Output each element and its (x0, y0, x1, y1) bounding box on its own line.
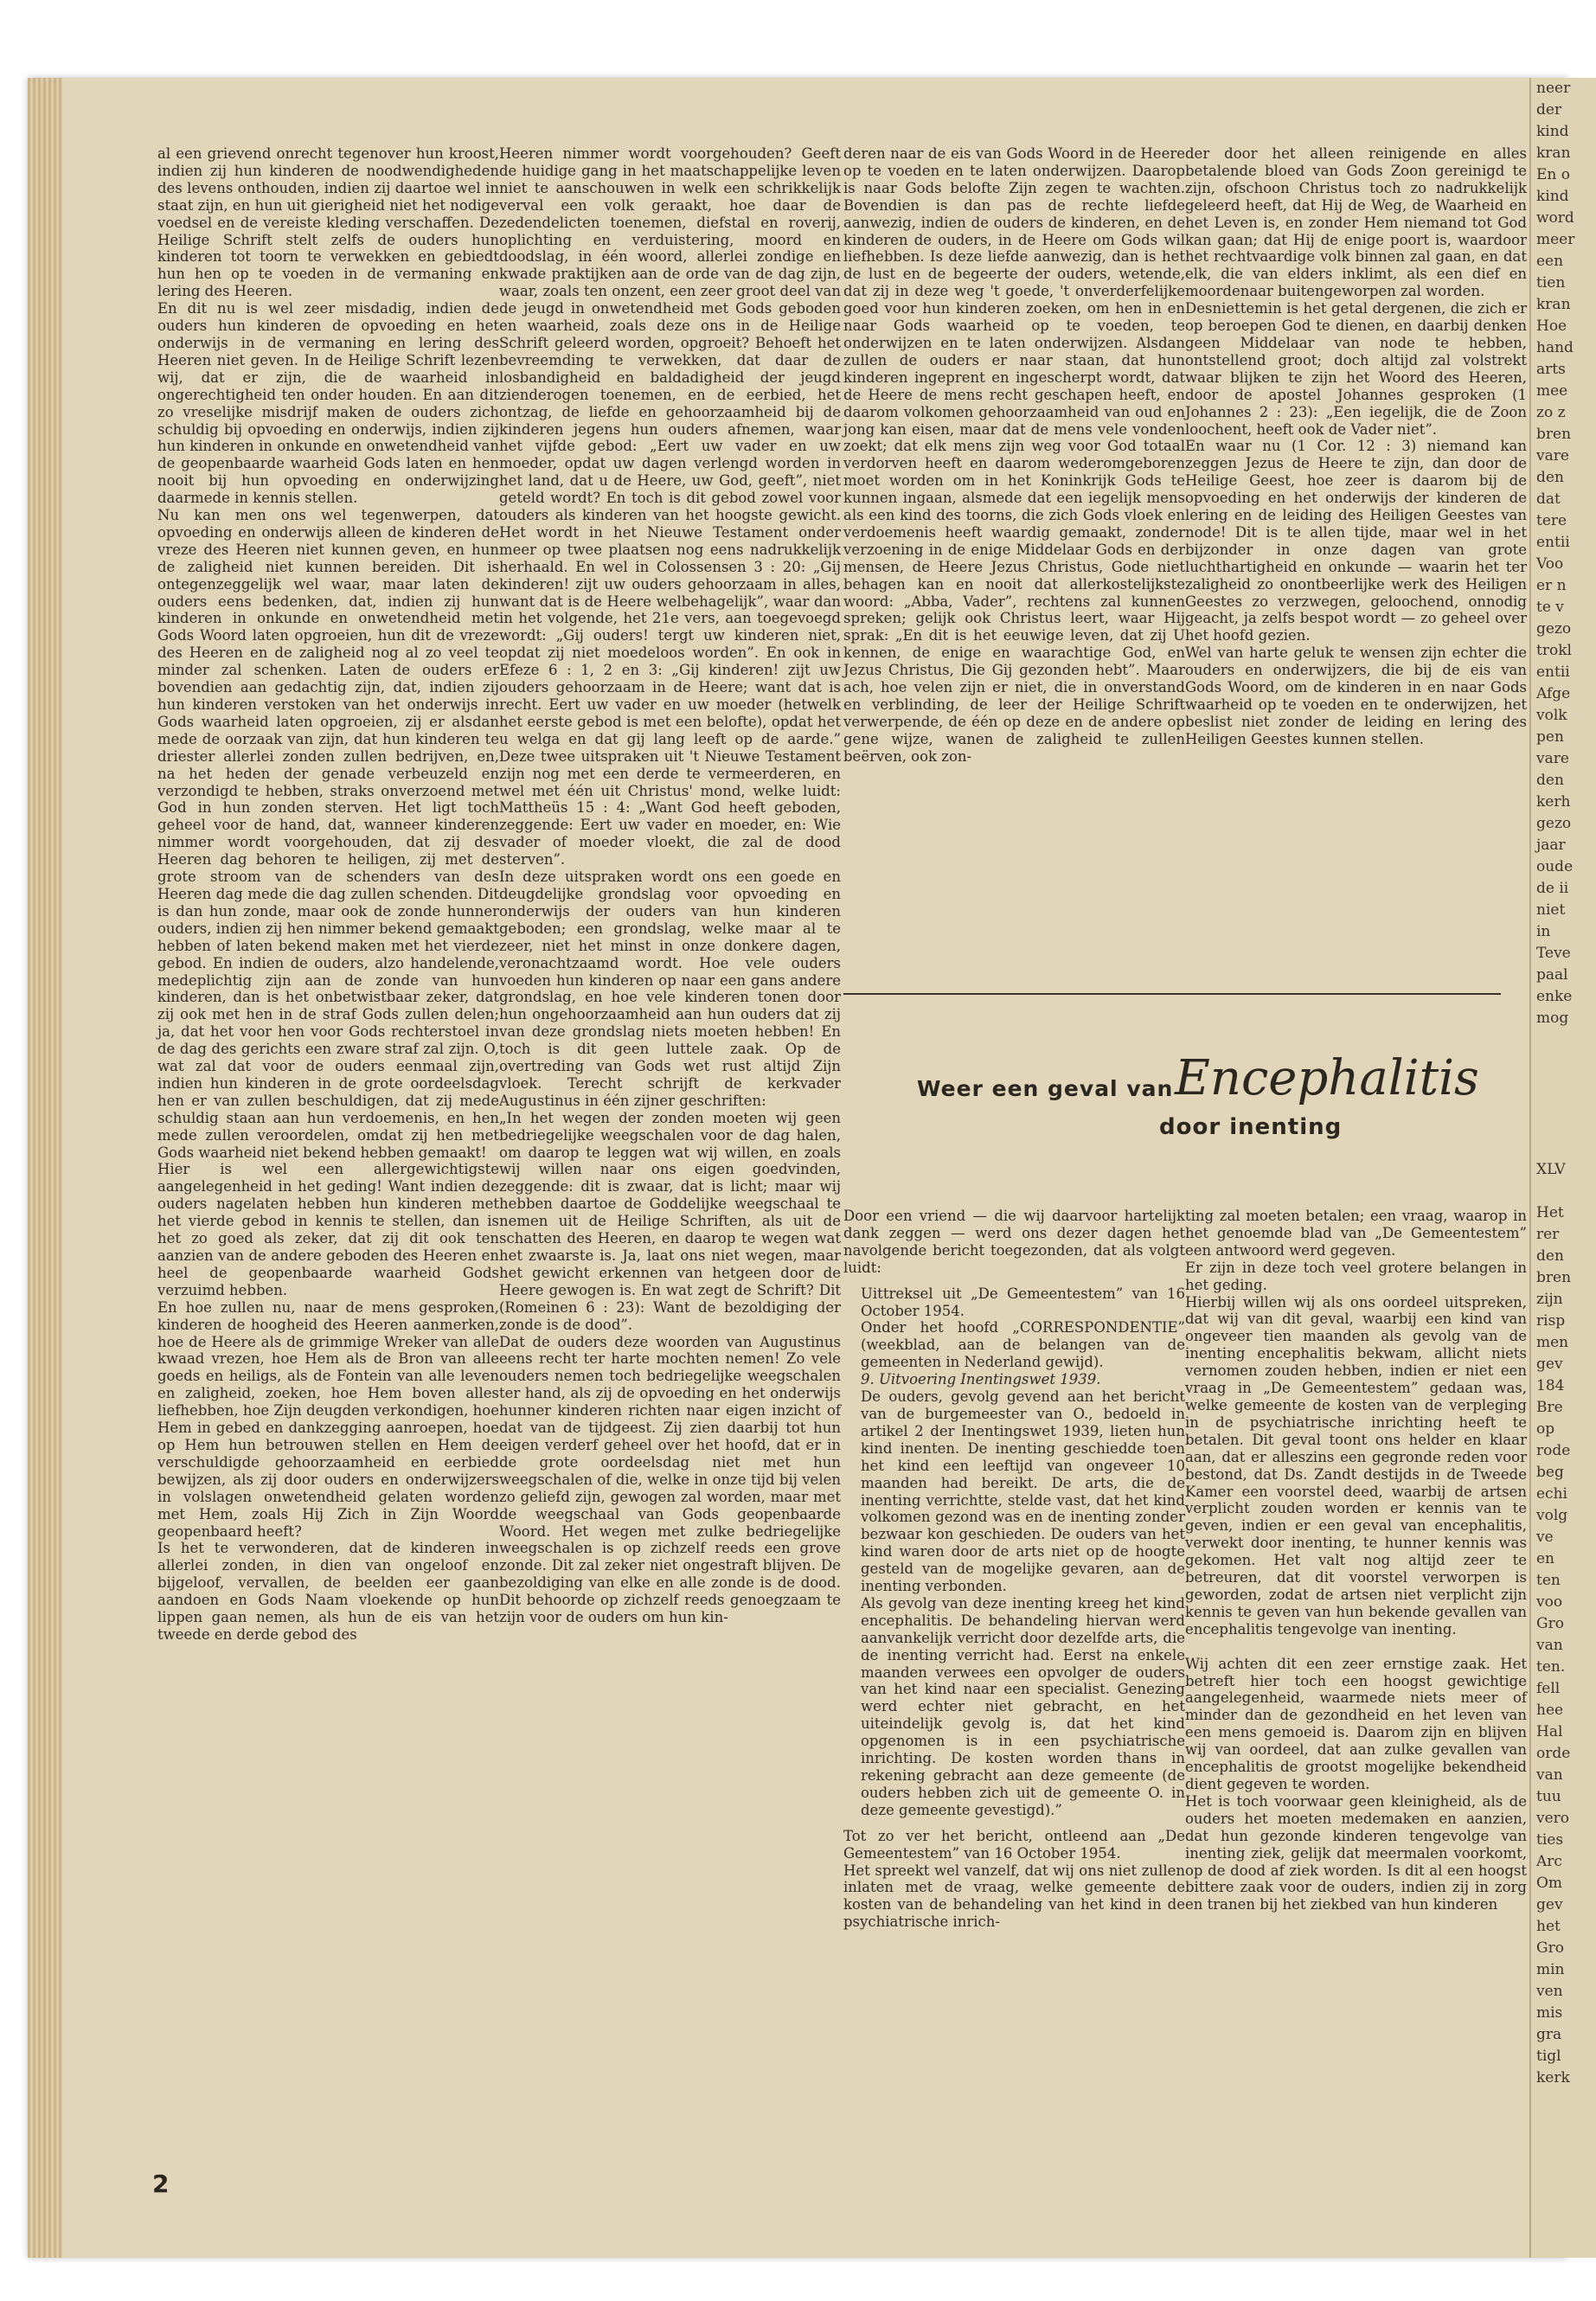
paragraph: En waar nu (1 Cor. 12 : 3) niemand kan zeggen Jezus de Heere te zijn, dan door de Heilige Geest, hoe zeer is daarom bij de opvoeding en het onderwijs der kinderen de lering en de leiding des Heiligen Geestes van node! Dit is te allen tijde, maar wel in het bijzonder in onze dagen van grote luchthartigheid en onkunde — waarin het ter zaligheid zo onontbeerlijke werk des Heiligen Geestes zo verzwegen, geloochend, onnodig geacht, ja zelfs bespot wordt — zo geheel over het hoofd gezien. (1185, 438, 1527, 644)
facing-page-text: kerh (1536, 793, 1571, 811)
facing-page-text: gra (1536, 2026, 1562, 2043)
facing-page-text: Teve (1536, 945, 1571, 962)
facing-page-text: kind (1536, 123, 1569, 140)
facing-page-text: zijn (1536, 1291, 1563, 1308)
facing-page-text: fell (1536, 1680, 1561, 1697)
column-1 (157, 145, 499, 1644)
facing-page-text: tuu (1536, 1788, 1561, 1805)
facing-page-text: hee (1536, 1702, 1564, 1719)
facing-page-text: vare (1536, 447, 1569, 465)
paragraph: Hierbij willen wij als ons oordeel uitspreken, dat wij van dit geval, waarbij een kind van ongeveer tien maanden als gevolg van de inenting encephalitis bekwam, allicht niets vernomen zouden hebben, indien er niet een vraag in „De Gemeentestem” gedaan was, welke gemeente de kosten van de verpleging in de psychiatrische inrichting heeft te betalen. Dit geval toont ons helder en klaar aan, dat er alleszins een gegronde reden voor bestond, dat Ds. Zandt destijds in de Tweede Kamer een voorstel deed, waarbij de artsen verplicht zouden worden er kennis van te geven, indien er een geval van encephalitis, verwekt door inenting, te hunner kennis was gekomen. Het valt nog altijd zeer te betreuren, dat dit voorstel verworpen is geworden, zodat de artsen niet verplicht zijn kennis te geven van hun bekende gevallen van encephalitis tengevolge van inenting. (1185, 1293, 1527, 1638)
paragraph: Wij achten dit een zeer ernstige zaak. Het betreft hier toch een hoogst gewichtige aangelegenheid, waarmede niets meer of minder dan de gezondheid en het leven van een mens gemoeid is. Daarom zijn en blijven wij van oordeel, dat aan zulke gevallen van encephalitis de grootst mogelijke bekendheid dient gegeven te worden. (1185, 1655, 1527, 1792)
column-3-article (843, 1208, 1185, 1931)
paragraph: Wel van harte geluk te wensen zijn echter die ouders en onderwijzers, die bij de eis van Gods Woord, om de kinderen in en naar Gods waarheid op te voeden en te onderwijzen, het beslist niet zonder de leiding en lering des Heiligen Geestes kunnen stellen. (1185, 644, 1527, 747)
facing-page-text: neer (1536, 80, 1571, 97)
paragraph: In deze uitspraken wordt ons een goede en deugdelijke grondslag voor opvoeding en onderwijs der ouders van hun kinderen geboden; een grondslag, welke maar al te zeer, niet het minst in onze donkere dagen, veronachtzaamd wordt. Hoe vele ouders voeden hun kinderen op naar een gans andere grondslag, en hoe vele kinderen tonen door hun ongehoorzaamheid aan hun ouders dat zij van deze grondslag niets moeten hebben! En toch is dit geen luttele zaak. Op de overtreding van Gods wet rust altijd Zijn vloek. Terecht schrijft de kerkvader Augustinus in één zijner geschriften: (499, 868, 841, 1109)
facing-page-text: Bre (1536, 1399, 1563, 1416)
facing-page-text: kran (1536, 144, 1571, 162)
facing-page-text (1531, 1094, 1596, 1116)
facing-page-text: volg (1536, 1507, 1568, 1524)
facing-page-text: gezo (1536, 620, 1572, 638)
headline-subtitle: door inenting (1159, 1114, 1343, 1140)
facing-page-text: meer (1536, 231, 1575, 248)
facing-page-fragment (1529, 78, 1596, 2258)
paragraph: Er zijn in deze toch veel grotere belangen in het geding. (1185, 1259, 1527, 1293)
facing-page-text: een (1536, 253, 1564, 270)
page-number: 2 (152, 2170, 170, 2198)
facing-page-text: mee (1536, 382, 1568, 400)
paragraph: Dat de ouders deze woorden van Augustinus eens recht ter harte mochten nemen! Zo vele ouders nemen toch bedriegelijke weegschalen ter hand, als zij de opvoeding en het onderwijs hunner kinderen richten naar eigen inzicht of dat van de tijdgeest. Zij zien daarbij tot hun eigen verderf geheel over het hoofd, dat er in de grote oordeelsdag niet met hun weegschalen of die, welke in onze tijd bij velen zo geliefd zijn, gewogen zal worden, maar met de weegschaal van Gods geopenbaarde Woord. Het wegen met zulke bedriegelijke weegschalen is op zichzelf reeds een grove zonde. Dit zal zeker niet ongestraft blijven. De bezoldiging van elke en alle zonde is de dood. Dit behoorde op zichzelf reeds genoegzaam te zijn voor de ouders om hun kin- (499, 1333, 841, 1626)
facing-page-text: beg (1536, 1464, 1564, 1481)
paragraph: Het is toch voorwaar geen kleinigheid, als de ouders het moeten medemaken en aanzien, dat hun gezonde kinderen tengevolge van inenting ziek, gelijk dat meermalen voorkomt, op de dood af ziek worden. Is dit al een hoogst bittere zaak voor de ouders, indien zij in zorg en tranen bij het ziekbed van hun kinderen (1185, 1792, 1527, 1913)
source-paragraph: Als gevolg van deze inenting kreeg het kind encephalitis. De behandeling hiervan werd aanvankelijk verricht door dezelfde arts, die de inenting verricht had. Eerst na enkele maanden verwees een opvolger de ouders van het kind naar een specialist. Genezing werd echter niet gebracht, en het uiteindelijk gevolg is, dat het kind opgenomen is in een psychiatrische inrichting. De kosten worden thans in rekening gebracht aan deze gemeente (de ouders hebben zich uit de gemeente O. in deze gemeente gevestigd).” (861, 1594, 1185, 1818)
facing-page-text: in (1536, 923, 1551, 940)
facing-page-text: mog (1536, 1009, 1569, 1027)
facing-page-text: Het (1536, 1204, 1564, 1221)
column-3 (843, 145, 1185, 766)
paragraph: al een grievend onrecht tegenover hun kroost, indien zij hun kinderen de noodwendigheden des levens onthouden, indien zij daartoe wel in staat zijn, en hun uit gierigheid niet het nodige voedsel en de vereiste kleding verschaffen. De Heilige Schrift stelt zelfs de ouders hun kinderen tot toorn te verwekken en gebiedt hun hen op te voeden in de vermaning en lering des Heeren. (157, 145, 499, 300)
paragraph: „In het wegen der zonden moeten wij geen bedriegelijke weegschalen voor de dag halen, om daarop te leggen wat wij willen, en zoals wij willen naar ons eigen goedvinden, zeggende: dit is zwaar, dat is licht; maar wij hebben daartoe de Goddelijke weegschaal te nemen uit de Heilige Schriften, als uit de schatten des Heeren, en daarop te wegen wat het zwaarste is. Ja, laat ons niet wegen, maar het gewicht erkennen van hetgeen door de Heere gewogen is. En wat zegt de Schrift? Dit (Romeinen 6 : 23): Want de bezoldiging der zonde is de dood”. (499, 1109, 841, 1333)
facing-page-text: het (1536, 1918, 1561, 1935)
facing-page-text: echi (1536, 1485, 1567, 1503)
column-2 (499, 145, 841, 1626)
facing-page-text: ten (1536, 1572, 1561, 1589)
facing-page-text: den (1536, 469, 1564, 486)
column-4-article (1185, 1208, 1527, 1913)
facing-page-text: volk (1536, 707, 1567, 724)
facing-page-text: arts (1536, 361, 1566, 378)
facing-page-text: Om (1536, 1875, 1563, 1892)
facing-page-text: gev (1536, 1356, 1563, 1373)
facing-page-text: tien (1536, 274, 1566, 292)
facing-page-text: van (1536, 1766, 1563, 1784)
facing-page-text: entii (1536, 534, 1570, 551)
source-line: 9. Uitvoering Inentingswet 1939. (861, 1371, 1101, 1388)
paragraph: En dit nu is wel zeer misdadig, indien de ouders hun kinderen de opvoeding en het onderwijs in de vermaning en lering des Heeren niet geven. In de Heilige Schrift lezen wij, dat er zijn, die de waarheid in ongerechtigheid ten onder houden. En aan dit zo vreselijke misdrijf maken de ouders zich schuldig bij opvoeding en onderwijs, indien zij hun kinderen in onkunde en onwetendheid van de geopenbaarde waarheid Gods laten en hen nooit bij hun opvoeding en onderwijzing daarmede in kennis stellen. (157, 300, 499, 507)
facing-page-text: Gro (1536, 1939, 1564, 1957)
headline-title: Encephalitis (1175, 1050, 1479, 1106)
paragraph: Hier is wel een allergewichtigste aangelegenheid in het geding! Want indien de ouders nagelaten hebben hun kinderen met het vierde gebod in kennis te stellen, dan is het zo goed als zeker, dat zij dit ook ten aanzien van de andere geboden des Heeren en heel de geopenbaarde waarheid Gods verzuimd hebben. (157, 1161, 499, 1298)
facing-page-text: tigl (1536, 2048, 1561, 2065)
facing-page-text: paal (1536, 966, 1568, 984)
facing-page-text: tere (1536, 512, 1567, 529)
facing-page-text: vare (1536, 750, 1569, 767)
facing-page-text: Gro (1536, 1615, 1564, 1632)
paragraph: Tot zo ver het bericht, ontleend aan „De Gemeentestem” van 16 October 1954. (843, 1827, 1185, 1862)
facing-page-text: te v (1536, 599, 1564, 616)
facing-page-text: dat (1536, 490, 1561, 508)
article-headline (900, 1047, 1505, 1142)
facing-page-text: Arc (1536, 1853, 1562, 1870)
column-4 (1185, 145, 1527, 748)
facing-page-text: gev (1536, 1896, 1563, 1913)
source-line: Uittreksel uit „De Gemeentestem” van 16 October 1954. (861, 1285, 1185, 1319)
facing-page-text (1531, 1116, 1596, 1138)
facing-page-text: ties (1536, 1831, 1564, 1849)
paragraph: ting zal moeten betalen; een vraag, waarop in het genoemde blad van „De Gemeentestem” een antwoord werd gegeven. (1185, 1208, 1527, 1259)
facing-page-text (1531, 1073, 1596, 1094)
facing-page-text: bren (1536, 426, 1572, 443)
facing-page-text: ve (1536, 1529, 1554, 1546)
facing-page-text: voo (1536, 1593, 1563, 1611)
intro-paragraph: Door een vriend — die wij daarvoor hartelijk dank zeggen — werd ons dezer dagen het navolgende bericht toegezonden, dat als volgt luidt: (843, 1208, 1185, 1276)
facing-page-text: 184 (1536, 1377, 1565, 1394)
facing-page-text (1531, 1029, 1596, 1051)
facing-page-text (1531, 1051, 1596, 1073)
facing-page-text: oude (1536, 858, 1574, 875)
facing-page-text: kran (1536, 296, 1571, 313)
facing-page-text: der (1536, 101, 1562, 119)
facing-page-text: gezo (1536, 815, 1572, 832)
paragraph: Desniettemin is het getal dergenen, die zich er op beroepen God te dienen, en daarbij denken geen Middelaar van node te hebben, ontstellend groot; doch altijd zal volstrekt waar blijken te zijn het Woord des Heeren, door de apostel Johannes gesproken (1 Johannes 2 : 23): „Een iegelijk, die de Zoon loochent, heeft ook de Vader niet”. (1185, 300, 1527, 438)
facing-page-text: Afge (1536, 685, 1571, 702)
facing-page-text: en (1536, 1550, 1555, 1567)
facing-page-text: zo z (1536, 404, 1566, 421)
paragraph: der door het alleen reinigende en alles betalende bloed van Gods Zoon gereinigd te zijn, ofschoon Christus toch zo nadrukkelijk geleerd heeft, dat Hij de Weg, de Waarheid en het Leven is, en zonder Hem niemand tot God kan gaan; dat Hij de enige poort is, waardoor het rechtvaardige volk binnen zal gaan, en dat elk, die van elders inklimt, als een dief en moordenaar buitengeworpen zal worden. (1185, 145, 1527, 300)
facing-page-text: niet (1536, 901, 1566, 919)
facing-page-text (1531, 1138, 1596, 1159)
facing-page-text: risp (1536, 1312, 1566, 1330)
facing-page-text: Voo (1536, 555, 1564, 573)
page-edge (28, 78, 62, 2258)
facing-page-text: rer (1536, 1226, 1560, 1243)
facing-page-text: rode (1536, 1442, 1571, 1459)
facing-page-text: entii (1536, 663, 1570, 681)
facing-page-text: bren (1536, 1269, 1572, 1286)
facing-page-text: den (1536, 772, 1564, 789)
facing-page-text: enke (1536, 988, 1573, 1005)
paragraph: En hoe zullen nu, naar de mens gesproken, kinderen de hoogheid des Heeren aanmerken, hoe de Heere als de grimmige Wreker van alle kwaad vrezen, hoe Hem als de Bron van alle goeds en heiligs, als de Fontein van alle leven en zaligheid, zoeken, hoe Hem boven alles liefhebben, hoe Zijn deugden verkondigen, hoe Hem in gebed en dankzegging aanroepen, hoe op Hem hun betrouwen stellen en Hem de verschuldigde gehoorzaamheid en eerbied bewijzen, als zij door ouders en onderwijzers in volslagen onwetendheid gelaten worden met Hem, zoals Hij Zich in Zijn Woord geopenbaard heeft? (157, 1298, 499, 1540)
paragraph: Heeren nimmer wordt voorgehouden? Geeft de huidige gang in het maatschappelijke leven niet te aanschouwen in welk een schrikkelijk verval een volk geraakt, hoe daar de zedendelicten toenemen, diefstal en roverij, oplichting en verduistering, moord en doodslag, in één woord, allerlei zondige en kwade praktijken aan de orde van de dag zijn, waar, zoals ten onzent, een zeer groot deel van de jeugd in onwetendheid met Gods geboden en waarheid, zoals deze ons in de Heilige Schrift geleerd worden, opgroeit? Behoeft het bevreemding te verwekken, dat daar de losbandigheid en baldadigheid der jeugd zienderogen toenemen, en de eerbied, het ontzag, de liefde en gehoorzaamheid bij de kinderen jegens hun ouders afnemen, waar het vijfde gebod: „Eert uw vader en uw moeder, opdat uw dagen verlengd worden in het land, dat u de Heere, uw God, geeft”, niet geteld wordt? En toch is dit gebod zowel voor ouders als kinderen van het hoogste gewicht. Het wordt in het Nieuwe Testament onder meer op twee plaatsen nog eens nadrukkelijk herhaald. En wel in Colossensen 3 : 20: „Gij kinderen! zijt uw ouders gehoorzaam in alles, want dat is de Heere welbehagelijk”, waar dan in het volgende, het 21e vers, aan toegevoegd wordt: „Gij ouders! tergt uw kinderen niet, opdat zij niet moedeloos worden”. En ook in Efeze 6 : 1, 2 en 3: „Gij kinderen! zijt uw ouders gehoorzaam in de Heere; want dat is recht. Eert uw vader en uw moeder (hetwelk het eerste gebod is met een belofte), opdat het u welga en dat gij lang leeft op de aarde.” Deze twee uitspraken uit 't Nieuwe Testament zijn nog met een derde te vermeerderen, en wel met één uit Christus' mond, welke luidt: Mattheüs 15 : 4: „Want God heeft geboden, zeggende: Eert uw vader en moeder, en: Wie vader of moeder vloekt, die zal de dood sterven”. (499, 145, 841, 868)
facing-page-text: kind (1536, 188, 1569, 205)
source-paragraph: De ouders, gevolg gevend aan het bericht van de burgemeester van O., bedoeld in artikel 2 der Inentingswet 1939, lieten hun kind inenten. De inenting geschiedde toen het kind een leeftijd van ongeveer 10 maanden had bereikt. De arts, die de inenting verrichtte, stelde vast, dat het kind volkomen gezond was en de inenting zonder bezwaar kon geschieden. De ouders van het kind waren door de arts niet op de hoogte gesteld van de mogelijke gevaren, aan de inenting verbonden. (861, 1388, 1185, 1595)
section-divider (843, 993, 1501, 995)
facing-page-text: pen (1536, 728, 1564, 746)
source-line: Onder het hoofd „CORRESPONDENTIE” (weekblad, aan de belangen van de gemeenten in Nederland gewijd). (861, 1319, 1185, 1371)
facing-page-text: ven (1536, 1983, 1563, 2000)
facing-page-text: vero (1536, 1810, 1570, 1827)
paragraph: deren naar de eis van Gods Woord in de Heere op te voeden en te laten onderwijzen. Daarop is naar Gods belofte Zijn zegen te wachten. Bovendien is dan pas de rechte liefde aanwezig, indien de ouders de kinderen, en de kinderen de ouders, in de Heere om Gods wil liefhebben. Is deze liefde aanwezig, dan is het de lust en de begeerte der ouders, wetende, dat zij in deze weg 't goede, 't onverderfelijke goed voor hun kinderen zoeken, om hen in en naar Gods waarheid op te voeden, te onderwijzen en te laten onderwijzen. Alsdan zullen de ouders er naar staan, dat hun kinderen ingeprent en ingescherpt wordt, dat de Heere de mens recht geschapen heeft, en daarom volkomen gehoorzaamheid van oud en jong kan eisen, maar dat de mens vele vonden zoekt; dat elk mens zijn weg voor God totaal verdorven heeft en daarom wederomgeboren moet worden om in het Koninkrijk Gods te kunnen ingaan, alsmede dat een iegelijk mens als een kind des toorns, die zich Gods vloek en verdoemenis heeft waardig gemaakt, zonder verzoening in de enige Middelaar Gods en der mensen, de Heere Jezus Christus, Gode niet behagen kan en nooit dat allerkostelijkste woord: „Abba, Vader”, rechtens zal kunnen spreken; gelijk ook Christus leert, waar Hij sprak: „En dit is het eeuwige leven, dat zij U kennen, de enige en waarachtige God, en Jezus Christus, Die Gij gezonden hebt”. Maar ach, hoe velen zijn er niet, die in onverstand en verblinding, de leer der Heilige Schrift verwerpende, de één op deze en de andere op gene wijze, wanen de zaligheid te zullen beërven, ook zon- (843, 145, 1185, 765)
facing-page-text (1531, 1181, 1596, 1202)
paragraph (1185, 1638, 1527, 1656)
facing-page-text: Hoe (1536, 317, 1567, 335)
facing-page-text: jaar (1536, 836, 1566, 854)
facing-page-text: min (1536, 1961, 1565, 1978)
headline-kicker: Weer een geval van (917, 1076, 1174, 1101)
paragraph: Is het te verwonderen, dat de kinderen in allerlei zonden, in dien van ongeloof en bijgeloof, vervallen, de beelden eer gaan aandoen en Gods Naam vloekende op hun lippen gaan nemen, als hun de eis van het tweede en derde gebod des (157, 1540, 499, 1643)
facing-page-text: van (1536, 1637, 1563, 1654)
facing-page-text: den (1536, 1247, 1564, 1265)
facing-page-text: mis (1536, 2004, 1563, 2022)
facing-page-text: orde (1536, 1745, 1571, 1762)
quoted-source (861, 1285, 1185, 1819)
facing-page-text: de ii (1536, 880, 1569, 897)
facing-page-text: men (1536, 1334, 1569, 1351)
facing-page-text: Hal (1536, 1723, 1563, 1740)
facing-page-text: trokl (1536, 642, 1572, 659)
facing-page-text: En o (1536, 166, 1570, 183)
facing-page-text: er n (1536, 577, 1567, 594)
paragraph: Nu kan men ons wel tegenwerpen, dat opvoeding en onderwijs alleen de kinderen de vreze des Heeren niet kunnen geven, en hun de zaligheid niet kunnen bereiden. Dit is ontegenzeggelijk wel waar, maar laten de ouders eens bedenken, dat, indien zij hun kinderen in onkunde en onwetendheid met Gods Woord laten opgroeien, hun dit de vreze des Heeren en de zaligheid nog al zo veel te minder zal schenken. Laten de ouders er bovendien aan gedachtig zijn, dat, indien zij hun kinderen verstoken van het onderwijs in Gods waarheid laten opgroeien, zij er alsdan mede de oorzaak van zijn, dat hun kinderen te driester allerlei zonden zullen bedrijven, en, na het heden der genade verbeuzeld en verzondigd te hebben, straks onverzoend met God in hun zonden sterven. Het ligt toch geheel voor de hand, dat, wanneer kinderen nimmer wordt voorgehouden, dat zij des Heeren dag behoren te heiligen, zij met de grote stroom van de schenders van des Heeren dag mede die dag zullen schenden. Dit is dan hun zonde, maar ook de zonde hunner ouders, indien zij hen nimmer bekend gemaakt hebben of laten bekend maken met het vierde gebod. En indien de ouders, alzo handelende, medeplichtig zijn aan de zonde van hun kinderen, dan is het onbetwistbaar zeker, dat zij ook met hen in de straf Gods zullen delen; ja, dat het voor hen voor Gods rechterstoel in de dag des gerichts een zware straf zal zijn. O, wat zal dat voor de ouders eenmaal zijn, indien hun kinderen in de grote oordeelsdag hen er van zullen beschuldigen, dat zij mede schuldig staan aan hun verdoemenis, en hen mede zullen veroordelen, omdat zij hen met Gods waarheid niet bekend hebben gemaakt! (157, 507, 499, 1161)
paragraph: Het spreekt wel vanzelf, dat wij ons niet zullen inlaten met de vraag, welke gemeente de kosten van de behandeling van het kind in de psychiatrische inrich- (843, 1862, 1185, 1931)
facing-page-text: word (1536, 209, 1574, 227)
facing-page-text: XLV (1536, 1161, 1566, 1178)
facing-page-text: kerk (1536, 2069, 1570, 2086)
facing-page-text: hand (1536, 339, 1574, 356)
facing-page-text: ten. (1536, 1658, 1566, 1676)
facing-page-text: op (1536, 1420, 1555, 1438)
